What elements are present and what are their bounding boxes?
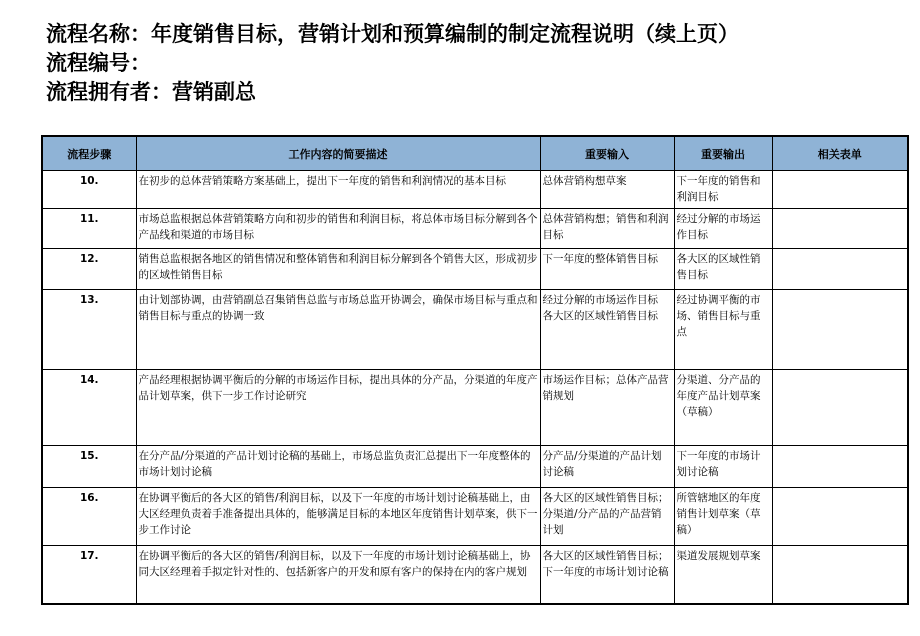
forms-cell bbox=[772, 290, 908, 370]
forms-cell bbox=[772, 488, 908, 546]
col-header-output: 重要输出 bbox=[674, 136, 772, 171]
input-cell bbox=[540, 370, 674, 446]
output-cell: 下一年度的销售和利润目标 bbox=[674, 171, 772, 209]
output-cell: 经过分解的市场运作目标 bbox=[674, 209, 772, 249]
table-row bbox=[42, 446, 908, 488]
table-row bbox=[42, 546, 908, 604]
process-name: 流程名称：年度销售目标，营销计划和预算编制的制定流程说明（续上页） bbox=[46, 22, 739, 46]
output-cell: 分渠道、分产品的年度产品计划草案（草稿） bbox=[674, 370, 772, 446]
table-row bbox=[42, 290, 908, 370]
input-item: 市场运作目标；总体产品营销规划 bbox=[542, 374, 669, 402]
output-cell: 所管辖地区的年度销售计划草案（草稿） bbox=[674, 488, 772, 546]
input-cell bbox=[540, 446, 674, 488]
input-cell bbox=[540, 488, 674, 546]
input-item: 总体营销构想；销售和利润目标 bbox=[542, 213, 669, 241]
input-item: 经过分解的市场运作目标 bbox=[542, 294, 658, 306]
forms-cell bbox=[772, 446, 908, 488]
process-table bbox=[41, 135, 909, 605]
output-cell: 下一年度的市场计划讨论稿 bbox=[674, 446, 772, 488]
input-cell bbox=[540, 249, 674, 290]
process-number: 流程编号： bbox=[46, 51, 151, 75]
description-cell: 由计划部协调，由营销副总召集销售总监与市场总监开协调会，确保市场目标与重点和销售目标与重点的协调一致 bbox=[136, 290, 540, 370]
step-cell: 10. bbox=[42, 171, 136, 209]
description-cell: 销售总监根据各地区的销售情况和整体销售和利润目标分解到各个销售大区，形成初步的区域性销售目标 bbox=[136, 249, 540, 290]
description-cell: 在分产品/分渠道的产品计划讨论稿的基础上，市场总监负责汇总提出下一年度整体的市场计划讨论稿 bbox=[136, 446, 540, 488]
step-cell: 13. bbox=[42, 290, 136, 370]
step-cell: 14. bbox=[42, 370, 136, 446]
forms-cell bbox=[772, 370, 908, 446]
input-cell bbox=[540, 290, 674, 370]
forms-cell bbox=[772, 249, 908, 290]
description-cell: 在初步的总体营销策略方案基础上，提出下一年度的销售和利润情况的基本目标 bbox=[136, 171, 540, 209]
forms-cell bbox=[772, 171, 908, 209]
table-row bbox=[42, 171, 908, 209]
description-cell: 在协调平衡后的各大区的销售/利润目标，以及下一年度的市场计划讨论稿基础上，协同大区经理着手拟定针对性的、包括新客户的开发和原有客户的保持在内的客户规划 bbox=[136, 546, 540, 604]
col-header-forms: 相关表单 bbox=[772, 136, 908, 171]
process-owner: 流程拥有者：营销副总 bbox=[46, 80, 256, 104]
input-item: 分产品/分渠道的产品计划讨论稿 bbox=[542, 450, 662, 478]
forms-cell bbox=[772, 546, 908, 604]
input-item: 总体营销构想草案 bbox=[542, 175, 627, 187]
col-header-step: 流程步骤 bbox=[42, 136, 136, 171]
process-header bbox=[46, 20, 739, 107]
col-header-input: 重要输入 bbox=[540, 136, 674, 171]
input-item: 各大区的区域性销售目标；分渠道/分产品的产品营销计划 bbox=[542, 492, 669, 536]
col-header-description: 工作内容的简要描述 bbox=[136, 136, 540, 171]
step-cell: 15. bbox=[42, 446, 136, 488]
step-cell: 12. bbox=[42, 249, 136, 290]
step-cell: 11. bbox=[42, 209, 136, 249]
table-row bbox=[42, 249, 908, 290]
input-cell bbox=[540, 546, 674, 604]
output-cell: 各大区的区域性销售目标 bbox=[674, 249, 772, 290]
output-cell: 经过协调平衡的市场、销售目标与重点 bbox=[674, 290, 772, 370]
input-item: 下一年度的整体销售目标 bbox=[542, 253, 658, 265]
input-item: 各大区的区域性销售目标 bbox=[542, 310, 658, 322]
step-cell: 16. bbox=[42, 488, 136, 546]
table-row bbox=[42, 488, 908, 546]
table-row bbox=[42, 209, 908, 249]
forms-cell bbox=[772, 209, 908, 249]
table-header-row bbox=[42, 136, 908, 171]
description-cell: 产品经理根据协调平衡后的分解的市场运作目标，提出具体的分产品，分渠道的年度产品计划草案，供下一步工作讨论研究 bbox=[136, 370, 540, 446]
step-cell: 17. bbox=[42, 546, 136, 604]
input-item: 各大区的区域性销售目标；下一年度的市场计划讨论稿 bbox=[542, 550, 669, 578]
description-cell: 市场总监根据总体营销策略方向和初步的销售和利润目标，将总体市场目标分解到各个产品线和渠道的市场目标 bbox=[136, 209, 540, 249]
input-cell bbox=[540, 209, 674, 249]
output-cell: 渠道发展规划草案 bbox=[674, 546, 772, 604]
input-cell bbox=[540, 171, 674, 209]
description-cell: 在协调平衡后的各大区的销售/利润目标，以及下一年度的市场计划讨论稿基础上，由大区经理负责着手准备提出具体的，能够满足目标的本地区年度销售计划草案，供下一步工作讨论 bbox=[136, 488, 540, 546]
table-row bbox=[42, 370, 908, 446]
